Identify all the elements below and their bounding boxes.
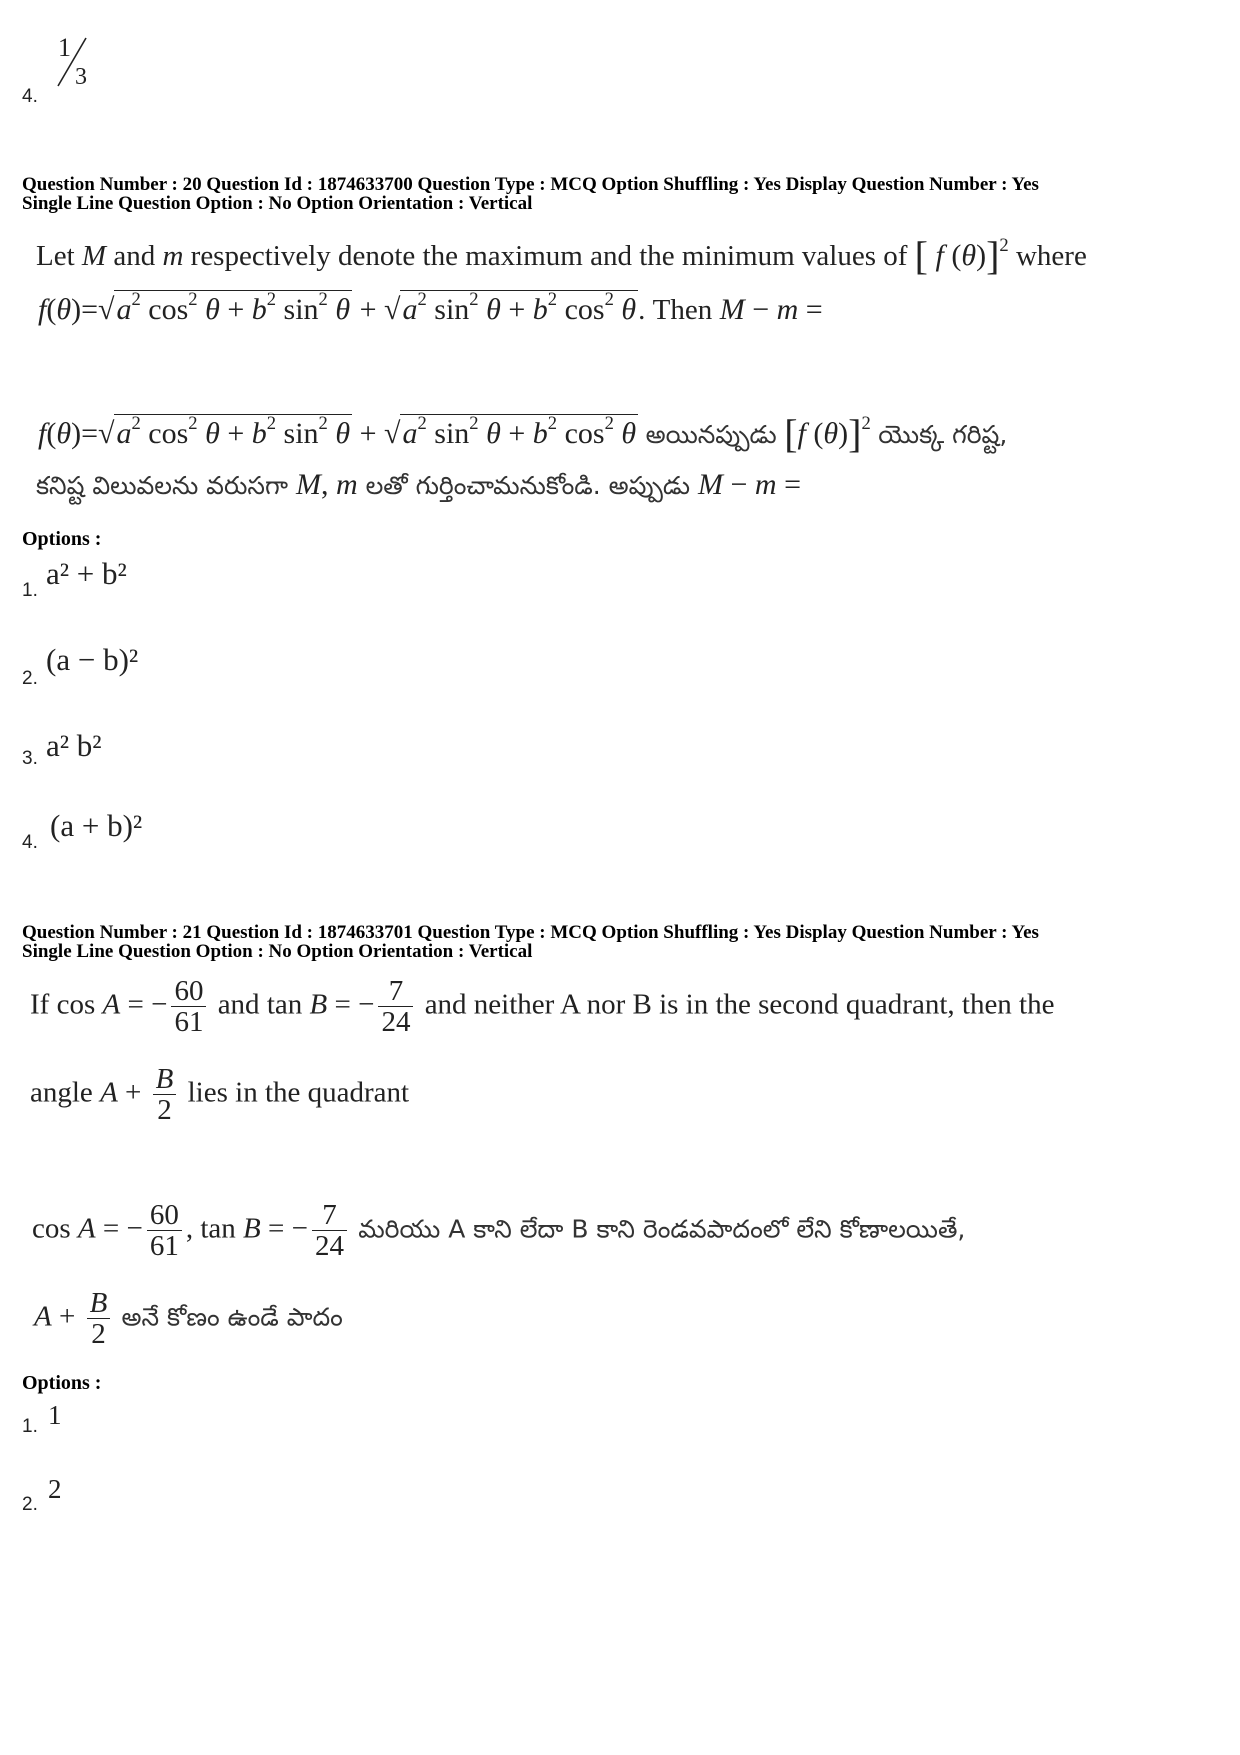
q20-telugu-line1: $f(\theta)=√a^2$ $\cos^2 \theta + b^2$ $\sin^2 \theta + √a^2$ $\sin^2 \theta + b^2$ $\cos^2 \theta$ అయినప్పుడు [f (θ)]$^2$ యొక్క గరిష్ట, xyxy=(38,411,1008,456)
q20-meta-line2: Single Line Question Option : No Option Orientation : Vertical xyxy=(22,193,533,214)
q20-option1-number: 1. xyxy=(22,580,38,601)
prev-option-value xyxy=(50,30,110,95)
q21-meta-line2: Single Line Question Option : No Option Orientation : Vertical xyxy=(22,941,533,962)
svg-text:3: 3 xyxy=(75,64,87,90)
q20-option2-value[interactable]: (a − b)² xyxy=(46,642,139,677)
q20-meta-line1: Question Number : 20 Question Id : 1874633700 Question Type : MCQ Option Shuffling : Yes Display Question Number : Yes xyxy=(22,174,1039,195)
one-third-fraction-glyph xyxy=(50,30,110,90)
q20-telugu-line2: కనిష్ట విలువలను వరుసగా M, m లతో గుర్తించామనుకోండి. అప్పుడు M − m = xyxy=(36,468,802,501)
q20-option4-number: 4. xyxy=(22,832,38,853)
q20-option3-value[interactable]: a² b² xyxy=(46,728,102,763)
q20-option3-number: 3. xyxy=(22,748,38,769)
q21-english-line2: angle A + $\frac{B}{2}$ lies in the quadrant xyxy=(30,1063,410,1127)
prev-option-number: 4. xyxy=(22,86,38,107)
q21-option2-number: 2. xyxy=(22,1494,38,1515)
q21-options-label: Options : xyxy=(22,1372,102,1394)
q21-telugu-line1: cos A = − $\frac{60}{61}$ , tan B = − $\frac{7}{24}$ మరియు A కాని లేదా B కాని రెండవపాదంలో లేని కోణాలయితే, xyxy=(32,1199,966,1263)
q21-option1-value[interactable]: 1 xyxy=(48,1400,62,1430)
q20-english-line2: $f(\theta)=√a^2$ $\cos^2 \theta + b^2$ $\sin^2 \theta + √a^2$ $\sin^2 \theta + b^2$ $\cos^2 \theta$. Then M − m = xyxy=(38,289,823,326)
q20-option4-value[interactable]: (a + b)² xyxy=(50,808,143,843)
q21-english-line1: If cos A = − $\frac{60}{61}$ and tan B = − $\frac{7}{24}$ and neither A nor B is in the second quadrant, then the xyxy=(30,975,1055,1039)
q20-english-line1: Let M and m respectively denote the maximum and the minimum values of [ f (θ)]$^2$ where xyxy=(36,233,1087,278)
svg-text:1: 1 xyxy=(58,33,71,62)
q20-option2-number: 2. xyxy=(22,668,38,689)
q21-option2-value[interactable]: 2 xyxy=(48,1474,62,1504)
q21-telugu-line2: A + $\frac{B}{2}$ అనే కోణం ఉండే పాదం xyxy=(34,1287,343,1351)
q21-meta-line1: Question Number : 21 Question Id : 1874633701 Question Type : MCQ Option Shuffling : Yes Display Question Number : Yes xyxy=(22,922,1039,943)
q20-option1-value[interactable]: a² + b² xyxy=(46,556,127,591)
q20-options-label: Options : xyxy=(22,528,102,550)
q21-option1-number: 1. xyxy=(22,1416,38,1437)
